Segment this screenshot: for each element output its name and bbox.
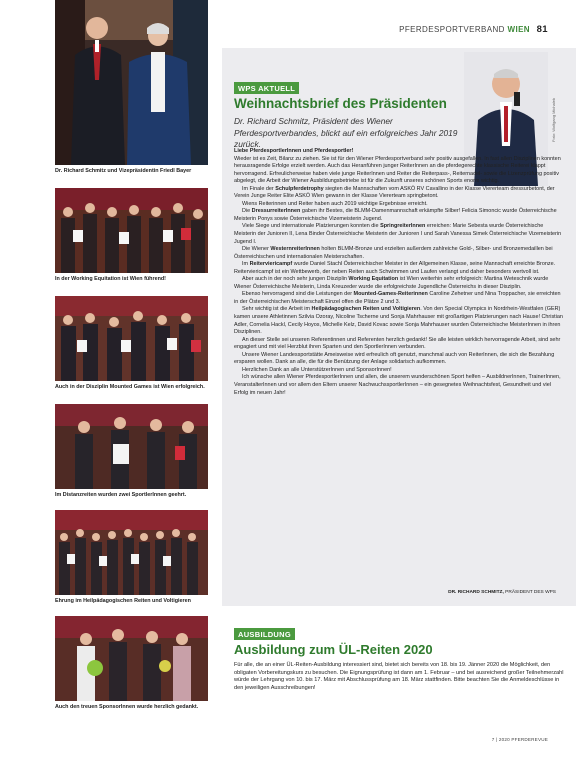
- paragraph: Sehr wichtig ist die Arbeit im Heilpädagogischen Reiten und Voltigieren. Von den Special Olympics in Nordrhein-Westfalen (GER) kamen unsere Athletinnen Szilvia Ozoray, Nicoline Tscherne und Sonja Mahrhauser mit großartigen Platzierungen nach Hause! Christian Adler, Cornelia Hackl, Cecily Hoyos, Michelle Kelz, David Kovac sowie Sonja Mahrhauser wurden Österreichische MeisterInnen in ihren Disziplinen.: [234, 306, 563, 336]
- article-body: [234, 148, 566, 397]
- article-body-ausbildung: Für alle, die an einer ÜL-Reiten-Ausbildung interessiert sind, bietet sich bereits von 18. bis 19. Jänner 2020 die Möglichkeit, den obligaten Vorbereitungskurs zu besuchen. Die Eignungsprüfung ist dann am 1. Februar – und bei ausreichend großer Teilnehmerzahl würde der Lehrgang von 10. bis 17. März mit Abschlussprüfung am 18. März stattfinden. Bitte beachten Sie die Anmeldeschlüsse in den jeweiligen Ausschreibungen!: [234, 662, 564, 692]
- paragraph: Viele Siege und internationale Platzierungen konnten die SpringreiterInnen erreichen: Marie Sebesta wurde Österreichische Meisterin der Junioren II, Lena Binder Österreichische Meisterin der Junioren I und Sarah Vanessa Simek Österreichische Vizemeisterin Jugend I.: [234, 223, 562, 245]
- photo-sponsors: [55, 616, 208, 701]
- photo-block-2: [55, 188, 208, 283]
- photo-caption: Auch in der Disziplin Mounted Games ist Wien erfolgreich.: [55, 384, 205, 390]
- photo-block-3: [55, 296, 208, 391]
- photo-mounted-games: [55, 296, 208, 381]
- photo-president-vicepresident: [55, 0, 208, 165]
- photo-heilpaedagogisches-reiten: [55, 510, 208, 595]
- photo-caption: Ehrung im Heilpädagogischen Reiten und Voltigieren: [55, 598, 191, 604]
- paragraph: Im Reiterviericampf wurde Daniel Stachl Österreichischer Meister in der Allgemeinen Klasse, seine Mannschaft erreichte Bronze. Reiterviericampf ist ein Wettbewerb, der neben Reiten auch Schwimmen und Laufen verlangt und daher besonders wertvoll ist.: [234, 261, 556, 275]
- paragraph: Die Wiener WesternreiterInnen holten BLMM-Bronze und erzielten außerdem zahlreiche Gold-, Silber- und Bronzemedaillen bei Österreichischen und internationalen Meisterschaften.: [234, 246, 553, 260]
- photo-distanzreiten: [55, 404, 208, 489]
- page-header: [399, 24, 548, 35]
- photo-working-equitation: [55, 188, 208, 273]
- paragraph: An dieser Stelle sei unseren Referentinnen und Referenten herzlich gedankt! Sie alle leisten wirklich hervorragende Arbeit, sind sehr engagiert und mit viel Herzblut ihren Sparten und den SportlerInnen verbunden.: [234, 336, 561, 351]
- photo-caption: In der Working Equitation ist Wien führend!: [55, 276, 166, 282]
- paragraph: Wieder ist es Zeit, Bilanz zu ziehen. Sie ist für den Wiener Pferdesportverband sehr positiv ausgefallen. In fast allen Disziplinen konnten herausragende Erfolge erzielt werden. Auch das Heranführen junger ReiterInnen an die pferdegerechte klassische Reiterei klappt hervorragend. Erfreulicherweise haben viele junge ReiterInnen und Reiter die Reiterpass-, Reiternadel- sowie die Lizenzprüfung positiv abgelegt, die Arbeit der Wiener Ausbildungsbetriebe ist für die Zukunft unseres schönen Sports enorm wichtig.: [234, 155, 561, 185]
- paragraph: Die DressurreiterInnen gaben ihr Bestes, die BLMM-Damenmannschaft erkämpfte Silber! Felicia Simoncic wurde Österreichische Meisterin Ponys sowie Österreichische Vizemeisterin Jugend.: [234, 208, 557, 222]
- article-weihnachtsbrief: [222, 48, 576, 606]
- photo-column: [0, 0, 218, 768]
- photo-block-1: [55, 0, 208, 175]
- header-city: WIEN: [507, 25, 530, 34]
- article-title-ausbildung: Ausbildung zum ÜL-Reiten 2020: [234, 642, 433, 657]
- paragraph: Ebenso hervorragend sind die Leistungen der Mounted-Games-Reiterinnen Caroline Zehetner und Nina Troppacher, sie erreichten in der Österreichischen Meisterschaft Einzel offen die Plätze 2 und 3.: [234, 291, 561, 305]
- photo-credit: Foto: Wolfgang Michalek: [551, 98, 556, 142]
- photo-block-5: [55, 510, 208, 605]
- paragraph: Im Finale der Schulpferdetrophy siegten die Mannschaften vom ASKÖ RV Cavallino in der Klasse Viererteam dressurbetont, der Verein Junge Reiter Elite ASKÖ Wien gewann in der Klasse Viererteam springbetont.: [234, 185, 555, 200]
- salutation: Liebe PferdesportlerInnen und Pferdesportler!: [234, 148, 354, 154]
- paragraph: Unsere Wiener Landessportstätte Ameisweise wird erfreulich oft genutzt, manchmal auch von ReiterInnen, die sich die Bezahlung ersparen wollen. Dank an alle, die für die Benützung der Anlage solidarisch aufkommen.: [234, 351, 555, 366]
- photo-block-6: [55, 616, 208, 711]
- section-tag: WPS AKTUELL: [234, 82, 299, 94]
- paragraph: Wiens Reiterinnen und Reiter haben auch 2019 wichtige Ergebnisse erreicht.: [242, 200, 428, 207]
- header-org: PFERDESPORTVERBAND: [399, 25, 505, 34]
- article-title: Weihnachtsbrief des Präsidenten: [234, 96, 447, 111]
- photo-block-4: [55, 404, 208, 499]
- signature: DR. RICHARD SCHMITZ, PRÄSIDENT DES WPS: [448, 590, 556, 595]
- photo-caption: Dr. Richard Schmitz und Vizepräsidentin Friedl Bayer: [55, 168, 192, 174]
- paragraph: Aber auch in der noch sehr jungen Disziplin Working Equitation ist Wien weiterhin sehr erfolgreich: Martina Weteschnik wurde Wiener Österreichische Meisterin, Linda Kreuzeder wurde die erfolgreichste Jugendliche Österreichs in dieser Disziplin.: [234, 276, 549, 290]
- photo-caption: Im Distanzreiten wurden zwei SportlerInnen geehrt.: [55, 492, 187, 498]
- paragraph: Herzlichen Dank an alle UnterstützerInnen und SponsorInnen!: [242, 366, 392, 373]
- section-tag-ausbildung: AUSBILDUNG: [234, 628, 295, 640]
- photo-caption: Auch den treuen SponsorInnen wurde herzlich gedankt.: [55, 704, 199, 710]
- page-footer: 7 | 2020 PFERDEREVUE: [491, 737, 548, 742]
- article-lead: Dr. Richard Schmitz, Präsident des Wiener Pferdesportverbandes, blickt auf ein erfolgreiches Jahr 2019 zurück.: [234, 116, 458, 149]
- paragraph: Ich wünsche allen Wiener PferdesportlerInnen und allen, die unserem wunderschönen Sport helfen – AusbildnerInnen, TrainerInnen, VeranstalterInnen und vor allem den Eltern unserer NachwuchssportlerInnen – ein gesegnetes Weihnachtsfest, Gesundheit und viel Erfolg im neuen Jahr!: [234, 374, 561, 396]
- page-number: 81: [536, 24, 548, 35]
